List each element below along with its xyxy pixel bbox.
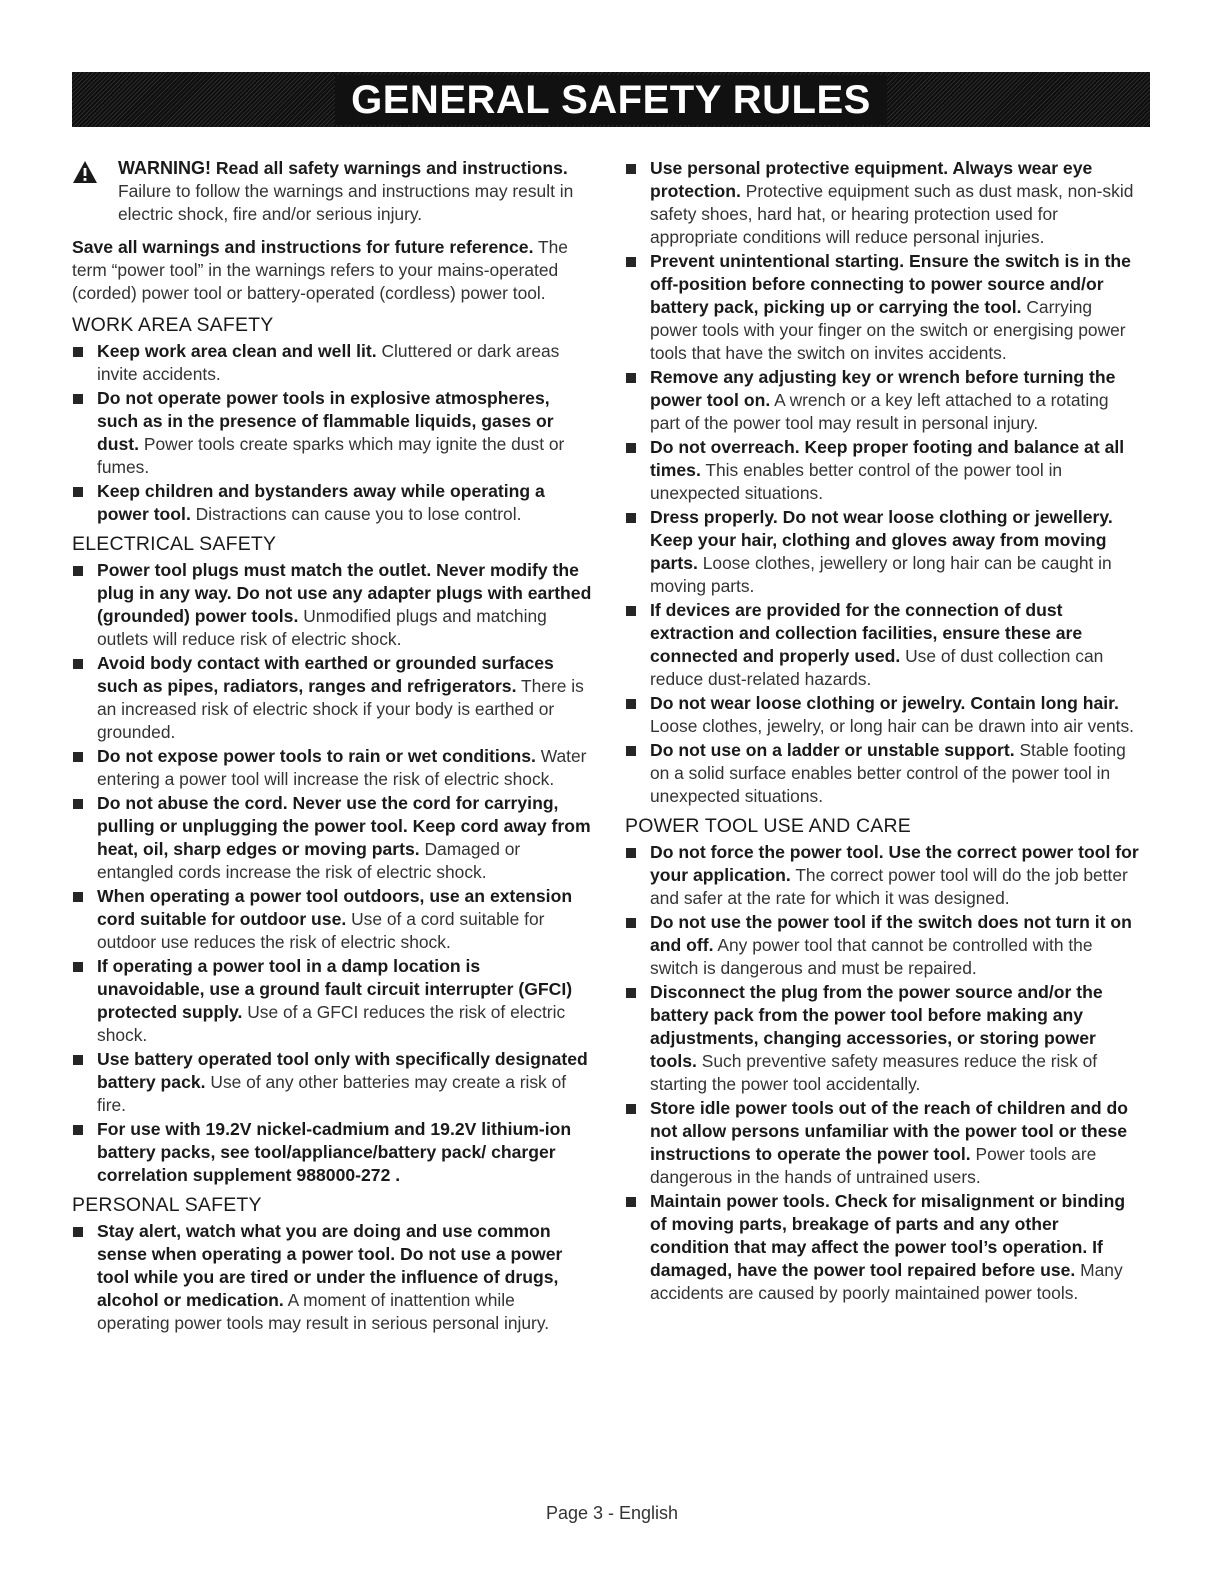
square-bullet-icon [73,394,83,404]
list-item [72,745,592,791]
item-detail-text: Many accidents are caused by poorly maintained power tools. [650,1260,1123,1303]
item-detail-text: A wrench or a key left attached to a rotating part of the power tool may result in personal injury. [650,390,1109,433]
item-bold-text: Keep work area clean and well lit. [97,341,377,361]
list-item [625,157,1140,249]
item-detail-text: Power tools are dangerous in the hands of untrained users. [650,1144,1097,1187]
square-bullet-icon [73,752,83,762]
list-item [72,559,592,651]
tool-use-list [625,841,1140,1305]
square-bullet-icon [626,746,636,756]
right-column [625,157,1140,1306]
section-heading-tool-use: POWER TOOL USE AND CARE [625,815,911,837]
item-detail-text: This enables better control of the power tool in unexpected situations. [650,460,1063,503]
item-detail-text: Water entering a power tool will increase the risk of electric shock. [97,746,587,789]
list-item [625,1097,1140,1189]
item-bold-text: Use battery operated tool only with specifically designated battery pack. [97,1049,588,1092]
warning-triangle-icon [72,160,98,184]
item-bold-text: Maintain power tools. Check for misalignment or binding of moving parts, breakage of parts and any other condition that may affect the power tool’s operation. If damaged, have the power tool repaired before use. [650,1191,1126,1280]
square-bullet-icon [626,164,636,174]
square-bullet-icon [73,487,83,497]
square-bullet-icon [626,1197,636,1207]
item-detail-text: Use of any other batteries may create a risk of fire. [97,1072,567,1115]
list-item [72,885,592,954]
item-detail-text: Any power tool that cannot be controlled with the switch is dangerous and must be repaired. [650,935,1093,978]
list-item [72,387,592,479]
intro-text: The term “power tool” in the warnings refers to your mains-operated (corded) power tool or battery-operated (cordless) power tool. [72,237,568,303]
square-bullet-icon [626,257,636,267]
square-bullet-icon [73,1055,83,1065]
item-detail-text: Stable footing on a solid surface enables better control of the power tool in unexpected situations. [650,740,1126,806]
item-detail-text: Use of a cord suitable for outdoor use reduces the risk of electric shock. [97,909,545,952]
section-heading-electrical: ELECTRICAL SAFETY [72,533,277,555]
item-bold-text: Stay alert, watch what you are doing and use common sense when operating a power tool. Do not use a power tool while you are tired or under the influence of drugs, alcohol or medication. [97,1221,563,1310]
item-bold-text: If operating a power tool in a damp location is unavoidable, use a ground fault circuit interrupter (GFCI) protected supply. [97,956,573,1022]
item-bold-text: Dress properly. Do not wear loose clothing or jewellery. Keep your hair, clothing and gloves away from moving parts. [650,507,1113,573]
item-bold-text: Power tool plugs must match the outlet. Never modify the plug in any way. Do not use any adapter plugs with earthed (grounded) power tools. [97,560,592,626]
item-detail-text: Loose clothes, jewellery or long hair can be caught in moving parts. [650,553,1112,596]
personal-list-part-1 [72,1220,592,1335]
warning-detail: Failure to follow the warnings and instructions may result in electric shock, fire and/or serious injury. [118,181,574,224]
square-bullet-icon [73,799,83,809]
square-bullet-icon [73,347,83,357]
item-detail-text: Cluttered or dark areas invite accidents. [97,341,560,384]
warning-bold: Read all safety warnings and instructions. [215,158,568,178]
list-item [625,506,1140,598]
square-bullet-icon [626,443,636,453]
item-detail-text: Use of a GFCI reduces the risk of electric shock. [97,1002,566,1045]
square-bullet-icon [626,606,636,616]
list-item [625,692,1140,738]
page-footer: Page 3 - English [545,1503,679,1523]
square-bullet-icon [73,659,83,669]
square-bullet-icon [73,892,83,902]
item-detail-text: Use of dust collection can reduce dust-related hazards. [650,646,1104,689]
square-bullet-icon [626,918,636,928]
left-column [72,157,592,1336]
item-bold-text: When operating a power tool outdoors, use an extension cord suitable for outdoor use. [97,886,573,929]
electrical-list [72,559,592,1187]
personal-list-part-2 [625,157,1140,808]
section-heading-personal: PERSONAL SAFETY [72,1194,262,1216]
item-bold-text: Remove any adjusting key or wrench before turning the power tool on. [650,367,1116,410]
square-bullet-icon [73,1227,83,1237]
item-detail-text: Carrying power tools with your finger on the switch or energising power tools that have the switch on invites accidents. [650,297,1126,363]
item-bold-text: Do not use on a ladder or unstable support. [650,740,1015,760]
item-bold-text: Do not abuse the cord. Never use the cord for carrying, pulling or unplugging the power tool. Keep cord away from heat, oil, sharp edges or moving parts. [97,793,591,859]
item-bold-text: Avoid body contact with earthed or grounded surfaces such as pipes, radiators, ranges and refrigerators. [97,653,554,696]
item-detail-text: The correct power tool will do the job better and safer at the rate for which it was designed. [650,865,1128,908]
item-bold-text: Keep children and bystanders away while operating a power tool. [97,481,545,524]
square-bullet-icon [626,988,636,998]
list-item [625,841,1140,910]
item-bold-text: Use personal protective equipment. Always wear eye protection. [650,158,1093,201]
square-bullet-icon [626,699,636,709]
square-bullet-icon [626,1104,636,1114]
square-bullet-icon [626,848,636,858]
list-item [625,739,1140,808]
list-item [625,911,1140,980]
item-bold-text: Do not expose power tools to rain or wet conditions. [97,746,536,766]
item-bold-text: For use with 19.2V nickel-cadmium and 19.2V lithium-ion battery packs, see tool/appliance/battery pack/ charger correlation supplement 988000-272 . [97,1119,572,1185]
list-item [72,792,592,884]
item-bold-text: Do not force the power tool. Use the correct power tool for your application. [650,842,1139,885]
item-bold-text: If devices are provided for the connection of dust extraction and collection facilities, ensure these are connected and properly used. [650,600,1083,666]
square-bullet-icon [626,513,636,523]
page-title: GENERAL SAFETY RULES [335,75,887,125]
list-item [72,652,592,744]
list-item [72,1220,592,1335]
list-item [625,981,1140,1096]
list-item [625,436,1140,505]
item-detail-text: Damaged or entangled cords increase the risk of electric shock. [97,839,521,882]
item-detail-text: Distractions can cause you to lose control. [195,504,522,524]
item-bold-text: Do not wear loose clothing or jewelry. Contain long hair. [650,693,1119,713]
item-detail-text: Such preventive safety measures reduce the risk of starting the power tool accidentally. [650,1051,1098,1094]
item-bold-text: Do not operate power tools in explosive atmospheres, such as in the presence of flammable liquids, gases or dust. [97,388,554,454]
list-item [72,1118,592,1187]
square-bullet-icon [73,566,83,576]
intro-bold: Save all warnings and instructions for future reference. [72,237,534,257]
section-heading-work-area: WORK AREA SAFETY [72,314,274,336]
list-item [625,366,1140,435]
square-bullet-icon [73,1125,83,1135]
square-bullet-icon [626,373,636,383]
warning-block [72,157,592,226]
item-detail-text: Power tools create sparks which may ignite the dust or fumes. [97,434,565,477]
item-detail-text: Protective equipment such as dust mask, non-skid safety shoes, hard hat, or hearing protection used for appropriate conditions will reduce personal injuries. [650,181,1134,247]
item-detail-text: Loose clothes, jewelry, or long hair can be drawn into air vents. [650,716,1134,736]
warning-label: WARNING! [118,158,211,178]
item-detail-text: There is an increased risk of electric shock if your body is earthed or grounded. [97,676,584,742]
item-bold-text: Disconnect the plug from the power source and/or the battery pack from the power tool before making any adjustments, changing accessories, or storing power tools. [650,982,1103,1071]
item-bold-text: Prevent unintentional starting. Ensure the switch is in the off-position before connecting to power source and/or battery pack, picking up or carrying the tool. [650,251,1131,317]
list-item [72,1048,592,1117]
list-item [72,480,592,526]
list-item [72,955,592,1047]
item-bold-text: Store idle power tools out of the reach of children and do not allow persons unfamiliar with the power tool or these instructions to operate the power tool. [650,1098,1128,1164]
square-bullet-icon [73,962,83,972]
title-banner [72,72,1150,127]
item-detail-text: A moment of inattention while operating power tools may result in serious personal injury. [97,1290,550,1333]
list-item [625,250,1140,365]
intro-paragraph [72,236,592,305]
item-bold-text: Do not use the power tool if the switch does not turn it on and off. [650,912,1132,955]
item-bold-text: Do not overreach. Keep proper footing and balance at all times. [650,437,1125,480]
work-area-list [72,340,592,526]
warning-text [118,157,592,226]
list-item [72,340,592,386]
item-detail-text: Unmodified plugs and matching outlets will reduce risk of electric shock. [97,606,547,649]
list-item [625,599,1140,691]
list-item [625,1190,1140,1305]
